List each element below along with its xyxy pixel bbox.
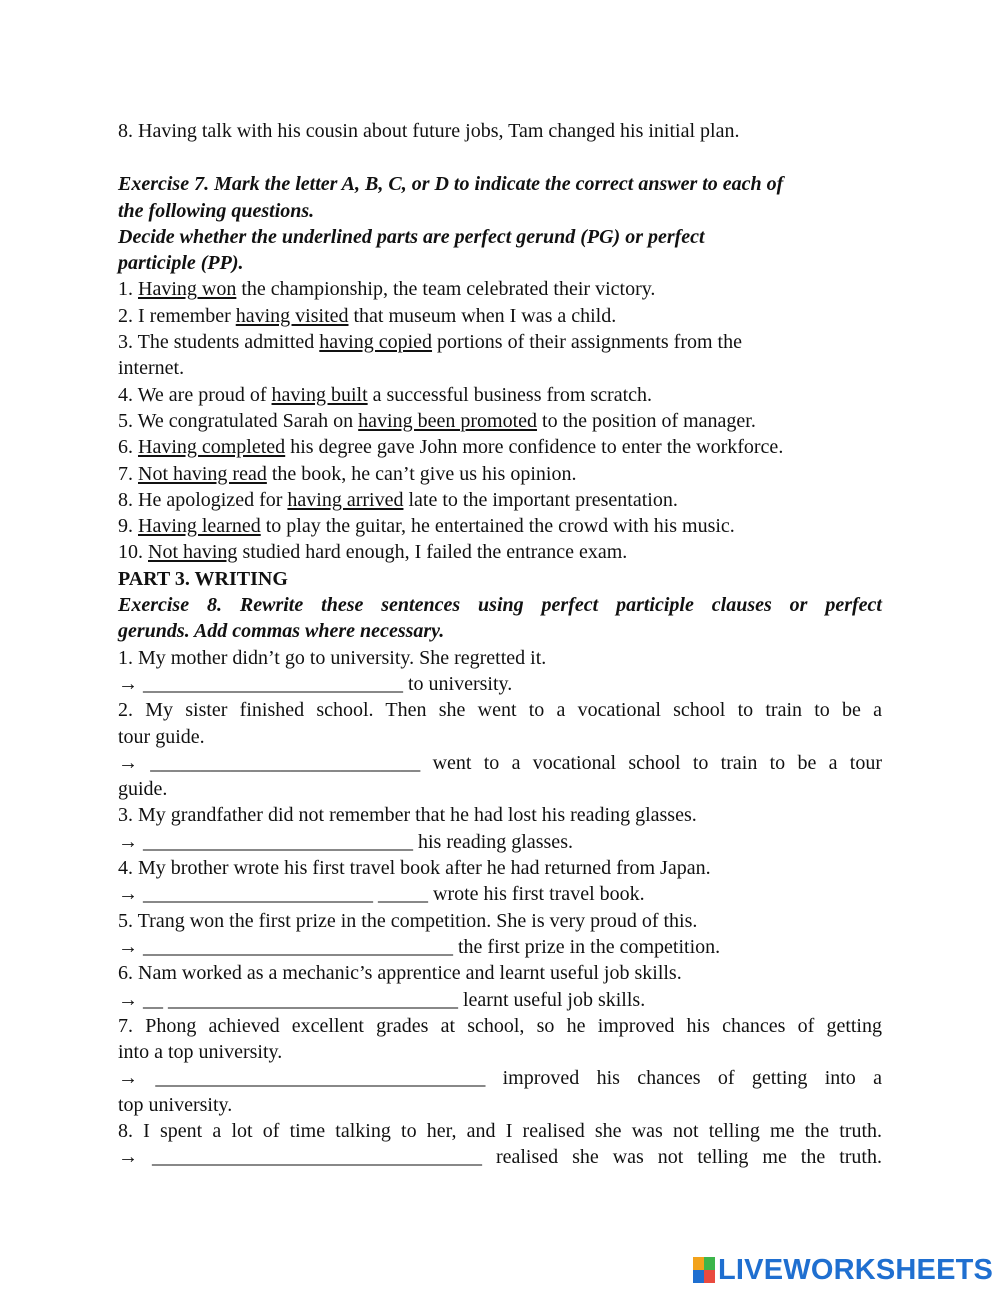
ex8-item-5-answer-line[interactable]: → _______________________________ the first prize in the competition. [118,935,721,958]
ex8-item-1-answer-line[interactable]: → __________________________ to university. [118,672,513,695]
ex7-item-1: 1. Having won the championship, the team celebrated their victory. [118,278,656,301]
underlined-phrase: having built [271,383,368,406]
ex8-item-3-question: 3. My grandfather did not remember that he had lost his reading glasses. [118,804,697,827]
ex7-item-5: 5. We congratulated Sarah on having been promoted to the position of manager. [118,409,756,432]
ex8-item-7-question-cont: into a top university. [118,1041,283,1064]
exercise-8-title-cont: gerunds. Add commas where necessary. [118,620,445,643]
underlined-phrase: having arrived [287,488,404,511]
ex8-item-4-question: 4. My brother wrote his first travel book after he had returned from Japan. [118,857,711,880]
ex8-item-7-answer-line[interactable]: → _________________________________ improved his chances of getting into a [118,1067,882,1090]
underlined-phrase: Having won [138,278,237,301]
exercise-7-instruction: Decide whether the underlined parts are perfect gerund (PG) or perfect [118,225,705,248]
ex8-item-2-answer-line[interactable]: → ___________________________ went to a vocational school to train to be a tour [118,751,882,774]
ex8-item-4-answer-line[interactable]: → _______________________ _____ wrote his first travel book. [118,883,645,906]
ex7-item-9: 9. Having learned to play the guitar, he entertained the crowd with his music. [118,515,735,538]
ex7-item-7: 7. Not having read the book, he can’t give us his opinion. [118,462,577,485]
part-3-heading: PART 3. WRITING [118,567,288,590]
underlined-phrase: Having completed [138,436,286,459]
ex7-item-8: 8. He apologized for having arrived late to the important presentation. [118,488,678,511]
exercise-7-title: Exercise 7. Mark the letter A, B, C, or D to indicate the correct answer to each of [118,173,784,196]
ex8-item-2-question-cont: tour guide. [118,725,205,748]
worksheet-page [118,118,882,1171]
ex8-item-8-answer-line[interactable]: → _________________________________ realised she was not telling me the truth. [118,1146,882,1169]
liveworksheets-logo-icon [693,1257,715,1283]
prev-exercise-item-8: 8. Having talk with his cousin about future jobs, Tam changed his initial plan. [118,120,740,142]
ex7-item-6: 6. Having completed his degree gave John more confidence to enter the workforce. [118,436,784,459]
ex8-item-2-answer-cont: guide. [118,778,168,801]
ex7-item-3: 3. The students admitted having copied portions of their assignments from the [118,331,742,354]
ex8-item-5-question: 5. Trang won the first prize in the competition. She is very proud of this. [118,909,698,932]
ex8-item-1-question: 1. My mother didn’t go to university. She regretted it. [118,646,547,669]
ex7-item-3-cont: internet. [118,357,185,380]
exercise-7-instruction-cont: participle (PP). [118,252,244,275]
underlined-phrase: Not having read [138,462,267,485]
exercise-8-title: Exercise 8. Rewrite these sentences using perfect participle clauses or perfect [118,594,882,617]
underlined-phrase: Not having [148,541,238,564]
ex7-item-4: 4. We are proud of having built a successful business from scratch. [118,383,653,406]
underlined-phrase: having been promoted [358,409,538,432]
ex7-item-2: 2. I remember having visited that museum when I was a child. [118,304,617,327]
brand-name: LIVEWORKSHEETS [718,1253,994,1286]
ex8-item-3-answer-line[interactable]: → ___________________________ his reading glasses. [118,830,573,853]
ex8-item-6-answer-line[interactable]: → __ _____________________________ learnt useful job skills. [118,988,646,1011]
underlined-phrase: having visited [235,304,349,327]
ex8-item-2-question: 2. My sister finished school. Then she went to a vocational school to train to be a [118,699,882,722]
ex8-item-7-answer-cont: top university. [118,1093,233,1116]
ex8-item-7-question: 7. Phong achieved excellent grades at school, so he improved his chances of getting [118,1014,882,1037]
underlined-phrase: Having learned [138,515,261,538]
ex7-item-10: 10. Not having studied hard enough, I failed the entrance exam. [118,541,628,564]
ex8-item-8-question: 8. I spent a lot of time talking to her, and I realised she was not telling me the truth. [118,1119,882,1142]
liveworksheets-logo[interactable] [693,1254,993,1286]
exercise-7-title-cont: the following questions. [118,199,315,222]
underlined-phrase: having copied [319,331,433,354]
ex8-item-6-question: 6. Nam worked as a mechanic’s apprentice and learnt useful job skills. [118,962,682,985]
